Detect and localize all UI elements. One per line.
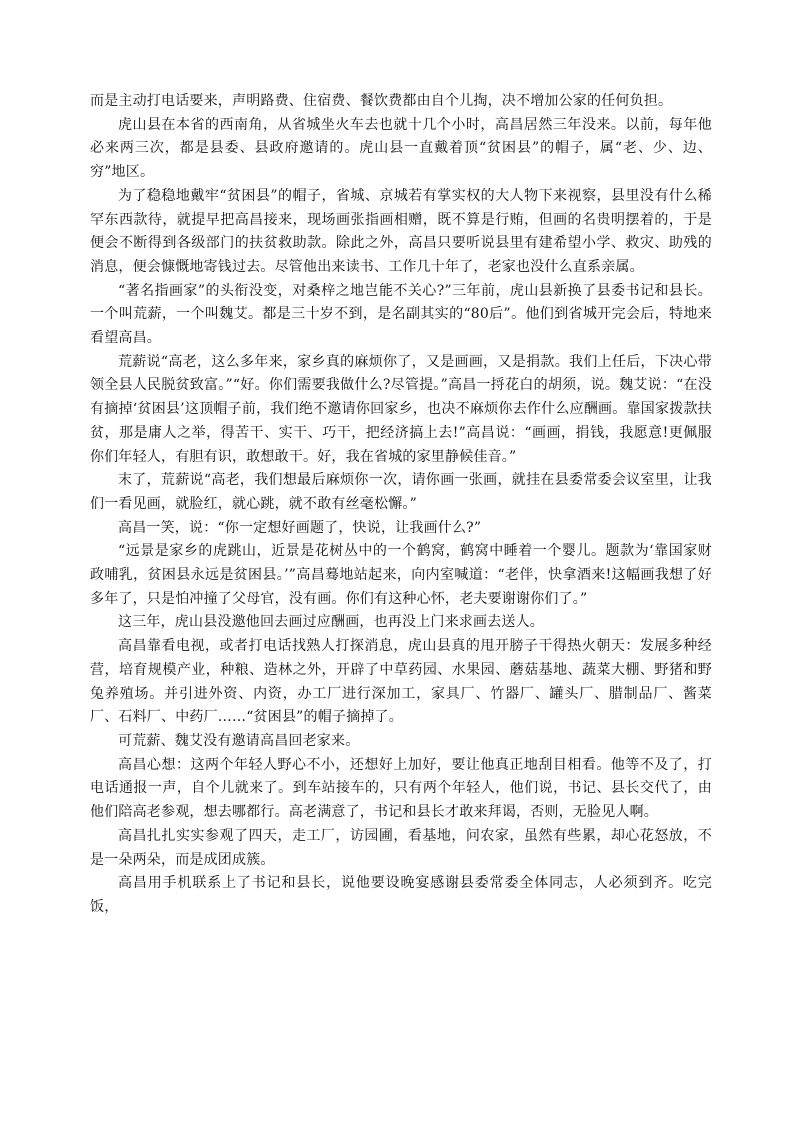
paragraph-1: 而是主动打电话要来，声明路费、住宿费、餐饮费都由自个儿掏，决不增加公家的任何负担。: [90, 93, 673, 109]
paragraph-2: 虎山县在本省的西南角，从省城坐火车去也就十几个小时，高昌居然三年没来。以前，每年他必来两三次，都是县委、县政府邀请的。虎山县一直戴着顶“贫困县”的帽子，属“老、少、边、穷”地区。: [90, 116, 712, 181]
paragraph-7: 高昌一笑，说：“你一定想好画题了，快说，让我画什么?”: [118, 519, 482, 536]
document-body: [90, 90, 712, 920]
paragraph-11: 可荒薪、魏艾没有邀请高昌回老家来。: [118, 732, 360, 749]
paragraph-5: 荒薪说“高老，这么多年来，家乡真的麻烦你了，又是画画，又是捐款。我们上任后，下决心带领全县人民脱贫致富。”“好。你们需要我做什么?尽管提。”高昌一捋花白的胡须，说。魏艾说：“在没有摘掉‘贫困县’这顶帽子前，我们绝不邀请你回家乡，也决不麻烦你去作什么应酬画。靠国家拨款扶贫，那是庸人之举，得苦干、实干、巧干，把经济搞上去!”高昌说：“画画，捐钱，我愿意!更佩服你们年轻人，有胆有识，敢想敢干。好，我在省城的家里静候佳音。”: [90, 353, 712, 465]
paragraph-8: “远景是家乡的虎跳山，近景是花树丛中的一个鹤窝，鹤窝中睡着一个婴儿。题款为‘靠国家财政哺乳，贫困县永远是贫困县。’”高昌蓦地站起来，向内室喊道：“老伴，快拿酒来!这幅画我想了好多年了，只是怕冲撞了父母官，没有画。你们有这种心怀，老夫要谢谢你们了。”: [90, 543, 712, 607]
paragraph-14: 高昌用手机联系上了书记和县长，说他要设晚宴感谢县委常委全体同志，人必须到齐。吃完饭，: [90, 875, 712, 915]
paragraph-12: 高昌心想：这两个年轻人野心不小，还想好上加好，要让他真正地刮目相看。他等不及了，打电话通报一声，自个儿就来了。到车站接车的，只有两个年轻人，他们说，书记、县长交代了，由他们陪高老参观，想去哪都行。高老满意了，书记和县长才敢来拜谒，否则，无脸见人啊。: [90, 756, 712, 821]
paragraph-4: “著名指画家”的头衔没变，对桑梓之地岂能不关心?”三年前，虎山县新换了县委书记和县长。一个叫荒薪，一个叫魏艾。都是三十岁不到，是名副其实的“80后”。他们到省城开完会后，特地来看望高昌。: [90, 282, 712, 347]
paragraph-9: 这三年，虎山县没邀他回去画过应酬画，也再没上门来求画去送人。: [118, 614, 544, 631]
paragraph-10: 高昌靠看电视，或者打电话找熟人打探消息，虎山县真的甩开膀子干得热火朝天：发展多种经营，培育规模产业，种粮、造林之外，开辟了中草药园、水果园、蘑菇基地、蔬菜大棚、野猪和野兔养殖场。并引进外资、内资，办工厂进行深加工，家具厂、竹器厂、罐头厂、腊制品厂、酱菜厂、石料厂、中药厂……“贫困县”的帽子摘掉了。: [90, 638, 712, 726]
paragraph-3: 为了稳稳地戴牢“贫困县”的帽子，省城、京城若有掌实权的大人物下来视察，县里没有什么稀罕东西款待，就提早把高昌接来，现场画张指画相赠，既不算是行贿，但画的名贵明摆着的，于是便会不断得到各级部门的扶贫救助款。除此之外，高昌只要听说县里有建希望小学、救灾、助残的消息，便会慷慨地寄钱过去。尽管他出来读书、工作几十年了，老家也没什么直系亲属。: [90, 187, 712, 275]
paragraph-13: 高昌扎扎实实参观了四天，走工厂，访园圃，看基地，问农家，虽然有些累，却心花怒放，不是一朵两朵，而是成团成簇。: [90, 827, 712, 868]
paragraph-6: 末了，荒薪说“高老，我们想最后麻烦你一次，请你画一张画，就挂在县委常委会议室里，让我们一看见画，就脸红，就心跳，就不敢有丝毫松懈。”: [90, 472, 712, 512]
